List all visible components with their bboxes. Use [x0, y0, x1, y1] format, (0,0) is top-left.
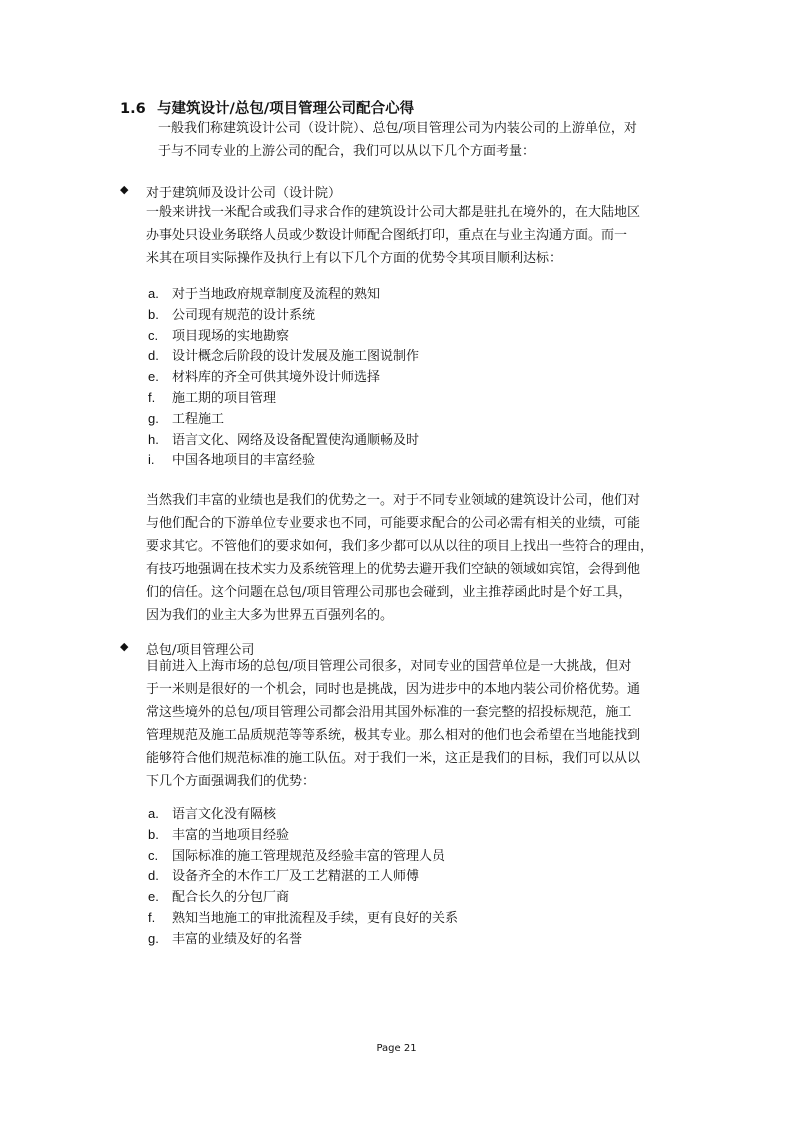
- section-number: 1.6: [120, 101, 146, 117]
- paragraph-line: 与他们配合的下游单位专业要求也不同，可能要求配合的公司必需有相关的业绩，可能: [146, 516, 641, 531]
- list-item: d. 设备齐全的木作工厂及工艺精湛的工人师傅: [148, 868, 420, 885]
- intro-line: 于与不同专业的上游公司的配合，我们可以从以下几个方面考量：: [158, 144, 536, 159]
- page-number: Page 21: [376, 1043, 417, 1054]
- paragraph-line: 们的信任。这个问题在总包/项目管理公司那也会碰到，业主推荐函此时是个好工具，: [146, 585, 632, 600]
- paragraph-line: 当然我们丰富的业绩也是我们的优势之一。对于不同专业领域的建筑设计公司，他们对: [146, 493, 641, 508]
- contractors-paragraph: [146, 655, 686, 793]
- list-item: f. 熟知当地施工的审批流程及手续，更有良好的关系: [148, 909, 459, 926]
- paragraph-line: 管理规范及施工品质规范等等系统，极其专业。那么相对的他们也会希望在当地能找到: [146, 728, 641, 743]
- paragraph-line: 有技巧地强调在技术实力及系统管理上的优势去避开我们空缺的领域如宾馆，会得到他: [146, 562, 641, 577]
- paragraph-line: 因为我们的业主大多为世界五百强列名的。: [146, 608, 394, 623]
- section-heading: [120, 97, 414, 118]
- paragraph-line: 一般来讲找一米配合或我们寻求合作的建筑设计公司大都是驻扎在境外的，在大陆地区: [146, 205, 641, 220]
- paragraph-line: 米其在项目实际操作及执行上有以下几个方面的优势令其项目顺利达标：: [146, 251, 563, 266]
- intro-line: 一般我们称建筑设计公司（设计院）、总包/项目管理公司为内装公司的上游单位，对: [158, 121, 637, 136]
- list-item: d. 设计概念后阶段的设计发展及施工图说制作: [148, 348, 420, 365]
- list-item: g. 丰富的业绩及好的名誉: [148, 930, 303, 947]
- section-title: 与建筑设计/总包/项目管理公司配合心得: [157, 101, 415, 117]
- architects-closing-paragraph: [146, 489, 686, 627]
- list-item: f. 施工期的项目管理: [148, 389, 277, 406]
- list-item: e. 配合长久的分包厂商: [148, 889, 290, 906]
- list-item: h. 语言文化、网络及设备配置使沟通顺畅及时: [148, 431, 420, 448]
- list-item: b. 公司现有规范的设计系统: [148, 306, 316, 323]
- architects-advantages-list: [148, 284, 419, 471]
- paragraph-line: 能够符合他们规范标准的施工队伍。对于我们一米，这正是我们的目标，我们可以从以: [146, 751, 641, 766]
- intro-paragraph: [158, 117, 678, 163]
- paragraph-line: 下几个方面强调我们的优势：: [146, 774, 316, 789]
- architects-paragraph: [146, 201, 686, 270]
- paragraph-line: 目前进入上海市场的总包/项目管理公司很多，对同专业的国营单位是一大挑战，但对: [146, 659, 632, 674]
- list-item: b. 丰富的当地项目经验: [148, 826, 290, 843]
- bullet-title: 对于建筑师及设计公司（设计院）: [146, 186, 342, 201]
- bullet-title: 总包/项目管理公司: [146, 643, 255, 658]
- diamond-bullet-icon: ◆: [120, 640, 129, 653]
- list-item: a. 语言文化没有隔核: [148, 806, 277, 822]
- list-item: c. 项目现场的实地勘察: [148, 327, 290, 344]
- contractors-advantages-list: [148, 804, 458, 950]
- list-item: i. 中国各地项目的丰富经验: [148, 452, 316, 469]
- paragraph-line: 常这些境外的总包/项目管理公司都会沿用其国外标准的一套完整的招投标规范，施工: [146, 705, 632, 720]
- list-item: e. 材料库的齐全可供其境外设计师选择: [148, 369, 381, 386]
- paragraph-line: 于一米则是很好的一个机会，同时也是挑战，因为进步中的本地内装公司价格优势。通: [146, 682, 641, 697]
- list-item: c. 国际标准的施工管理规范及经验丰富的管理人员: [148, 847, 446, 864]
- paragraph-line: 办事处只设业务联络人员或少数设计师配合图纸打印，重点在与业主沟通方面。而一: [146, 228, 628, 243]
- list-item: g. 工程施工: [148, 410, 225, 427]
- paragraph-line: 要求其它。不管他们的要求如何，我们多少都可以从以往的项目上找出一些符合的理由，: [146, 539, 654, 554]
- list-item: a. 对于当地政府规章制度及流程的熟知: [148, 286, 381, 302]
- diamond-bullet-icon: ◆: [120, 183, 129, 196]
- bullet-heading-architects: [120, 182, 342, 201]
